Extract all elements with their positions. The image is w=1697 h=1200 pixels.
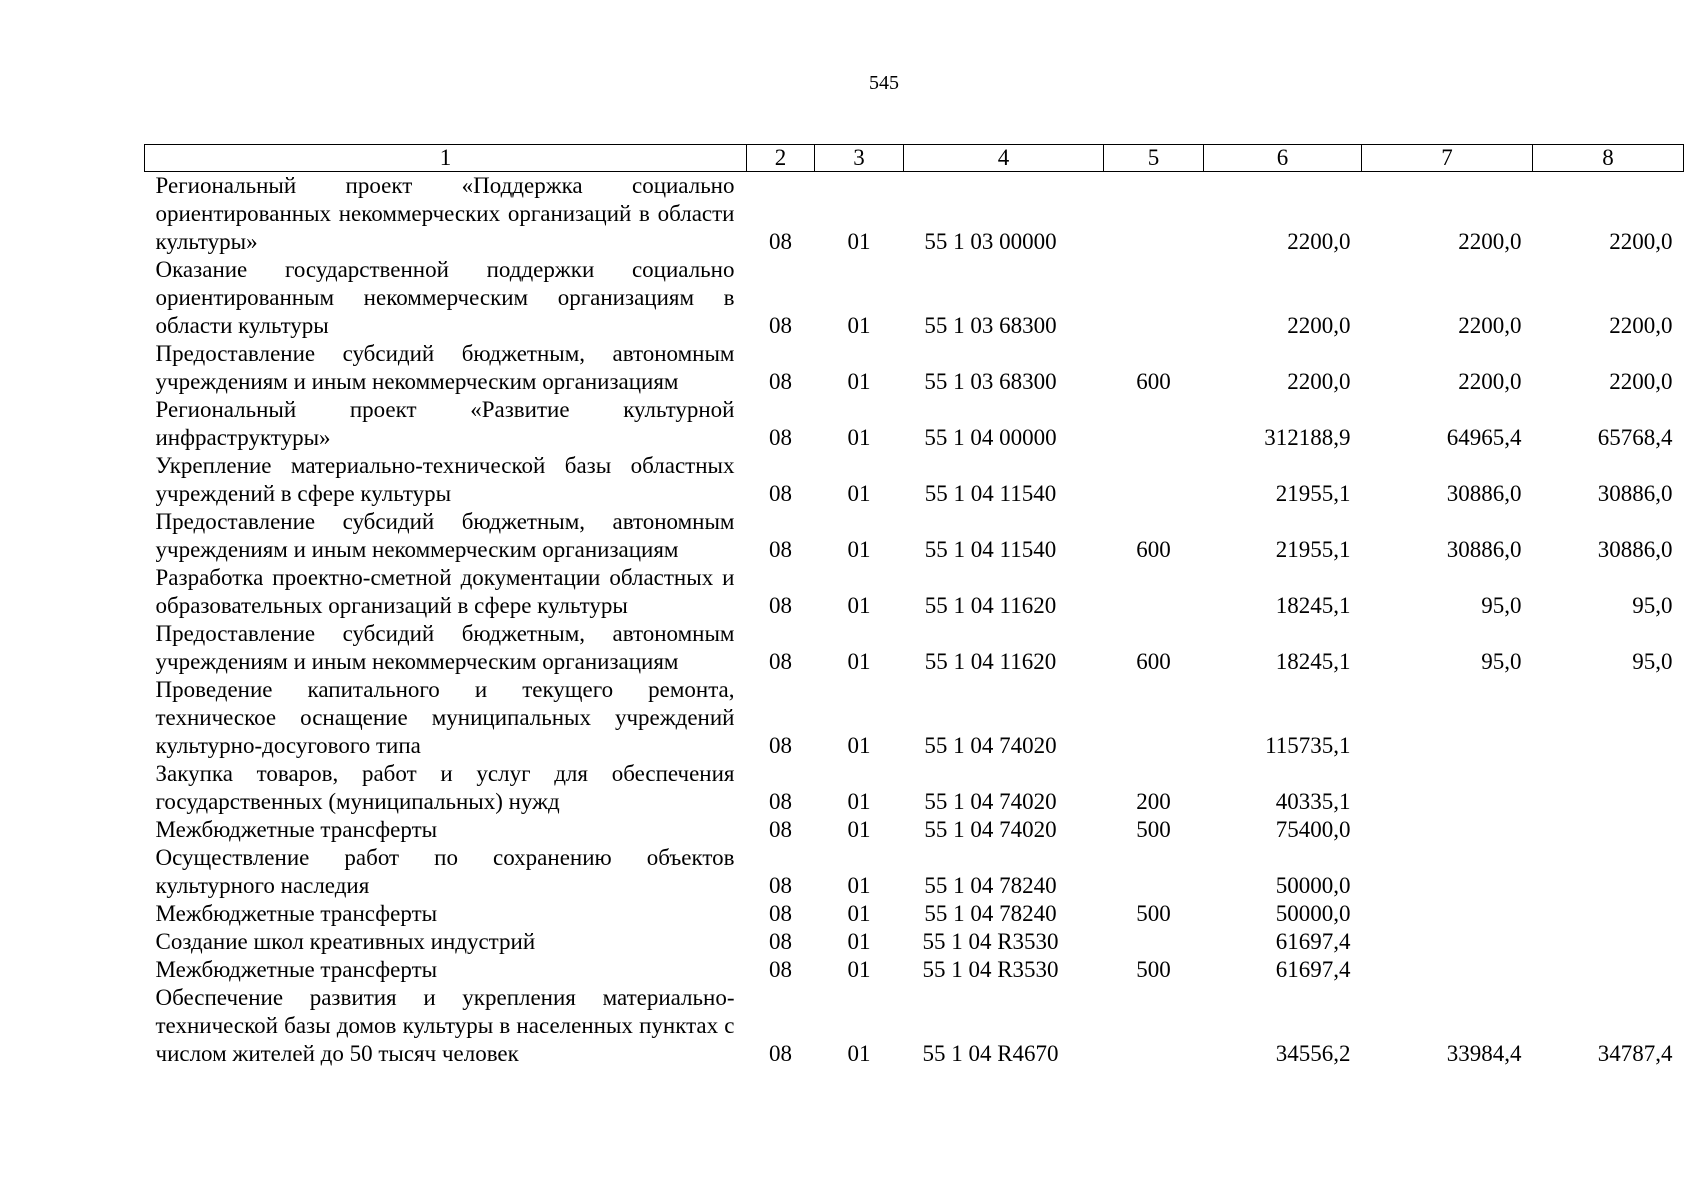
row-name: Региональный проект «Развитие культурной инфраструктуры» xyxy=(155,397,735,450)
row-name: Предоставление субсидий бюджетным, автономным учреждениям и иным некоммерческим организациям xyxy=(155,509,735,562)
subsection-code: 01 xyxy=(847,649,871,674)
amount-year-3 xyxy=(1533,928,1684,956)
amount-year-1: 312188,9 xyxy=(1264,425,1351,450)
table-row xyxy=(145,620,1684,676)
target-article-code: 55 1 04 74020 xyxy=(924,789,1057,814)
amount-year-1: 34556,2 xyxy=(1275,1041,1351,1066)
expense-type-code xyxy=(1104,984,1204,1068)
row-name: Создание школ креативных индустрий xyxy=(155,929,536,954)
table-row xyxy=(145,984,1684,1068)
subsection-code: 01 xyxy=(847,229,871,254)
amount-year-3 xyxy=(1533,844,1684,900)
amount-year-1: 50000,0 xyxy=(1275,901,1351,926)
amount-year-1: 50000,0 xyxy=(1275,873,1351,898)
amount-year-1: 2200,0 xyxy=(1287,313,1351,338)
amount-year-3: 2200,0 xyxy=(1609,229,1673,254)
subsection-code: 01 xyxy=(847,789,871,814)
expense-type-code xyxy=(1104,564,1204,620)
amount-year-2 xyxy=(1362,816,1533,844)
section-code: 08 xyxy=(769,733,792,758)
table-row xyxy=(145,676,1684,760)
target-article-code: 55 1 04 11620 xyxy=(924,649,1057,674)
table-row xyxy=(145,760,1684,816)
target-article-code: 55 1 04 R3530 xyxy=(922,957,1059,982)
amount-year-2: 30886,0 xyxy=(1446,481,1522,506)
amount-year-2: 95,0 xyxy=(1481,649,1522,674)
amount-year-3: 30886,0 xyxy=(1597,481,1673,506)
expense-type-code: 200 xyxy=(1136,789,1171,814)
row-name: Межбюджетные трансферты xyxy=(155,817,438,842)
amount-year-2 xyxy=(1362,928,1533,956)
target-article-code: 55 1 04 00000 xyxy=(924,425,1057,450)
expense-type-code xyxy=(1104,256,1204,340)
amount-year-3 xyxy=(1533,816,1684,844)
subsection-code: 01 xyxy=(847,901,871,926)
table-row xyxy=(145,928,1684,956)
expense-type-code: 600 xyxy=(1136,649,1171,674)
amount-year-3: 2200,0 xyxy=(1609,313,1673,338)
row-name: Укрепление материально-технической базы областных учреждений в сфере культуры xyxy=(155,453,735,506)
table-row xyxy=(145,900,1684,928)
target-article-code: 55 1 04 R3530 xyxy=(922,929,1059,954)
row-name: Предоставление субсидий бюджетным, автономным учреждениям и иным некоммерческим организациям xyxy=(155,621,735,674)
amount-year-3 xyxy=(1533,760,1684,816)
amount-year-1: 75400,0 xyxy=(1275,817,1351,842)
table-row xyxy=(145,508,1684,564)
target-article-code: 55 1 04 74020 xyxy=(924,817,1057,842)
table-row xyxy=(145,256,1684,340)
target-article-code: 55 1 04 78240 xyxy=(924,901,1057,926)
section-code: 08 xyxy=(769,425,792,450)
amount-year-2: 30886,0 xyxy=(1446,537,1522,562)
section-code: 08 xyxy=(769,929,792,954)
target-article-code: 55 1 04 78240 xyxy=(924,873,1057,898)
amount-year-2 xyxy=(1362,900,1533,928)
amount-year-2 xyxy=(1362,844,1533,900)
amount-year-3: 95,0 xyxy=(1632,649,1673,674)
target-article-code: 55 1 04 11540 xyxy=(924,537,1057,562)
target-article-code: 55 1 03 00000 xyxy=(924,229,1057,254)
amount-year-1: 61697,4 xyxy=(1275,957,1351,982)
row-name: Проведение капитального и текущего ремонта, техническое оснащение муниципальных учреждений культурно-досугового типа xyxy=(155,677,735,758)
subsection-code: 01 xyxy=(847,313,871,338)
amount-year-2: 33984,4 xyxy=(1446,1041,1522,1066)
amount-year-2: 2200,0 xyxy=(1458,369,1522,394)
subsection-code: 01 xyxy=(847,733,871,758)
subsection-code: 01 xyxy=(847,593,871,618)
table-row xyxy=(145,844,1684,900)
section-code: 08 xyxy=(769,229,792,254)
section-code: 08 xyxy=(769,1041,792,1066)
amount-year-3 xyxy=(1533,956,1684,984)
amount-year-1: 21955,1 xyxy=(1275,537,1351,562)
column-header: 3 xyxy=(815,145,904,172)
column-header: 2 xyxy=(747,145,815,172)
expense-type-code xyxy=(1104,172,1204,257)
target-article-code: 55 1 03 68300 xyxy=(924,313,1057,338)
amount-year-2: 2200,0 xyxy=(1458,313,1522,338)
section-code: 08 xyxy=(769,873,792,898)
column-header: 5 xyxy=(1104,145,1204,172)
table-header-row xyxy=(145,145,1684,172)
amount-year-2 xyxy=(1362,956,1533,984)
section-code: 08 xyxy=(769,313,792,338)
expense-type-code xyxy=(1104,452,1204,508)
row-name: Региональный проект «Поддержка социально ориентированных некоммерческих организаций в области культуры» xyxy=(155,173,735,254)
amount-year-3: 65768,4 xyxy=(1597,425,1673,450)
amount-year-2: 2200,0 xyxy=(1458,229,1522,254)
budget-table xyxy=(144,144,1684,1068)
amount-year-2 xyxy=(1362,676,1533,760)
target-article-code: 55 1 04 11540 xyxy=(924,481,1057,506)
table-row xyxy=(145,564,1684,620)
amount-year-2: 64965,4 xyxy=(1446,425,1522,450)
target-article-code: 55 1 04 R4670 xyxy=(922,1041,1059,1066)
section-code: 08 xyxy=(769,957,792,982)
row-name: Разработка проектно-сметной документации областных и образовательных организаций в сфере культуры xyxy=(155,565,735,618)
row-name: Закупка товаров, работ и услуг для обеспечения государственных (муниципальных) нужд xyxy=(155,761,735,814)
row-name: Обеспечение развития и укрепления материально-технической базы домов культуры в населенных пунктах с числом жителей до 50 тысяч человек xyxy=(155,985,735,1066)
amount-year-1: 21955,1 xyxy=(1275,481,1351,506)
amount-year-2: 95,0 xyxy=(1481,593,1522,618)
table-row xyxy=(145,396,1684,452)
section-code: 08 xyxy=(769,481,792,506)
expense-type-code xyxy=(1104,928,1204,956)
expense-type-code xyxy=(1104,676,1204,760)
row-name: Межбюджетные трансферты xyxy=(155,957,438,982)
section-code: 08 xyxy=(769,901,792,926)
subsection-code: 01 xyxy=(847,929,871,954)
amount-year-1: 40335,1 xyxy=(1275,789,1351,814)
amount-year-3 xyxy=(1533,900,1684,928)
section-code: 08 xyxy=(769,649,792,674)
expense-type-code xyxy=(1104,844,1204,900)
amount-year-1: 18245,1 xyxy=(1275,649,1351,674)
row-name: Предоставление субсидий бюджетным, автономным учреждениям и иным некоммерческим организациям xyxy=(155,341,735,394)
amount-year-1: 2200,0 xyxy=(1287,229,1351,254)
column-header: 6 xyxy=(1204,145,1362,172)
expense-type-code xyxy=(1104,396,1204,452)
amount-year-2 xyxy=(1362,760,1533,816)
table-body xyxy=(145,172,1684,1069)
amount-year-3: 34787,4 xyxy=(1597,1041,1673,1066)
amount-year-3: 2200,0 xyxy=(1609,369,1673,394)
target-article-code: 55 1 04 11620 xyxy=(924,593,1057,618)
expense-type-code: 600 xyxy=(1136,537,1171,562)
amount-year-1: 115735,1 xyxy=(1265,733,1351,758)
amount-year-3: 95,0 xyxy=(1632,593,1673,618)
table-row xyxy=(145,340,1684,396)
row-name: Межбюджетные трансферты xyxy=(155,901,438,926)
subsection-code: 01 xyxy=(847,481,871,506)
amount-year-1: 2200,0 xyxy=(1287,369,1351,394)
target-article-code: 55 1 03 68300 xyxy=(924,369,1057,394)
amount-year-1: 61697,4 xyxy=(1275,929,1351,954)
subsection-code: 01 xyxy=(847,1041,871,1066)
section-code: 08 xyxy=(769,789,792,814)
section-code: 08 xyxy=(769,537,792,562)
section-code: 08 xyxy=(769,369,792,394)
column-header: 7 xyxy=(1362,145,1533,172)
amount-year-3 xyxy=(1533,676,1684,760)
section-code: 08 xyxy=(769,817,792,842)
page-number: 545 xyxy=(869,72,899,94)
expense-type-code: 500 xyxy=(1136,817,1171,842)
table-row xyxy=(145,452,1684,508)
table-row xyxy=(145,956,1684,984)
row-name: Оказание государственной поддержки социально ориентированным некоммерческим организациям в области культуры xyxy=(155,257,735,338)
subsection-code: 01 xyxy=(847,873,871,898)
subsection-code: 01 xyxy=(847,425,871,450)
column-header: 8 xyxy=(1533,145,1684,172)
amount-year-3: 30886,0 xyxy=(1597,537,1673,562)
column-header: 1 xyxy=(145,145,747,172)
row-name: Осуществление работ по сохранению объектов культурного наследия xyxy=(155,845,735,898)
table-row xyxy=(145,816,1684,844)
column-header: 4 xyxy=(904,145,1104,172)
subsection-code: 01 xyxy=(847,957,871,982)
subsection-code: 01 xyxy=(847,817,871,842)
expense-type-code: 600 xyxy=(1136,369,1171,394)
subsection-code: 01 xyxy=(847,537,871,562)
expense-type-code: 500 xyxy=(1136,901,1171,926)
target-article-code: 55 1 04 74020 xyxy=(924,733,1057,758)
section-code: 08 xyxy=(769,593,792,618)
table-row xyxy=(145,172,1684,257)
expense-type-code: 500 xyxy=(1136,957,1171,982)
amount-year-1: 18245,1 xyxy=(1275,593,1351,618)
subsection-code: 01 xyxy=(847,369,871,394)
